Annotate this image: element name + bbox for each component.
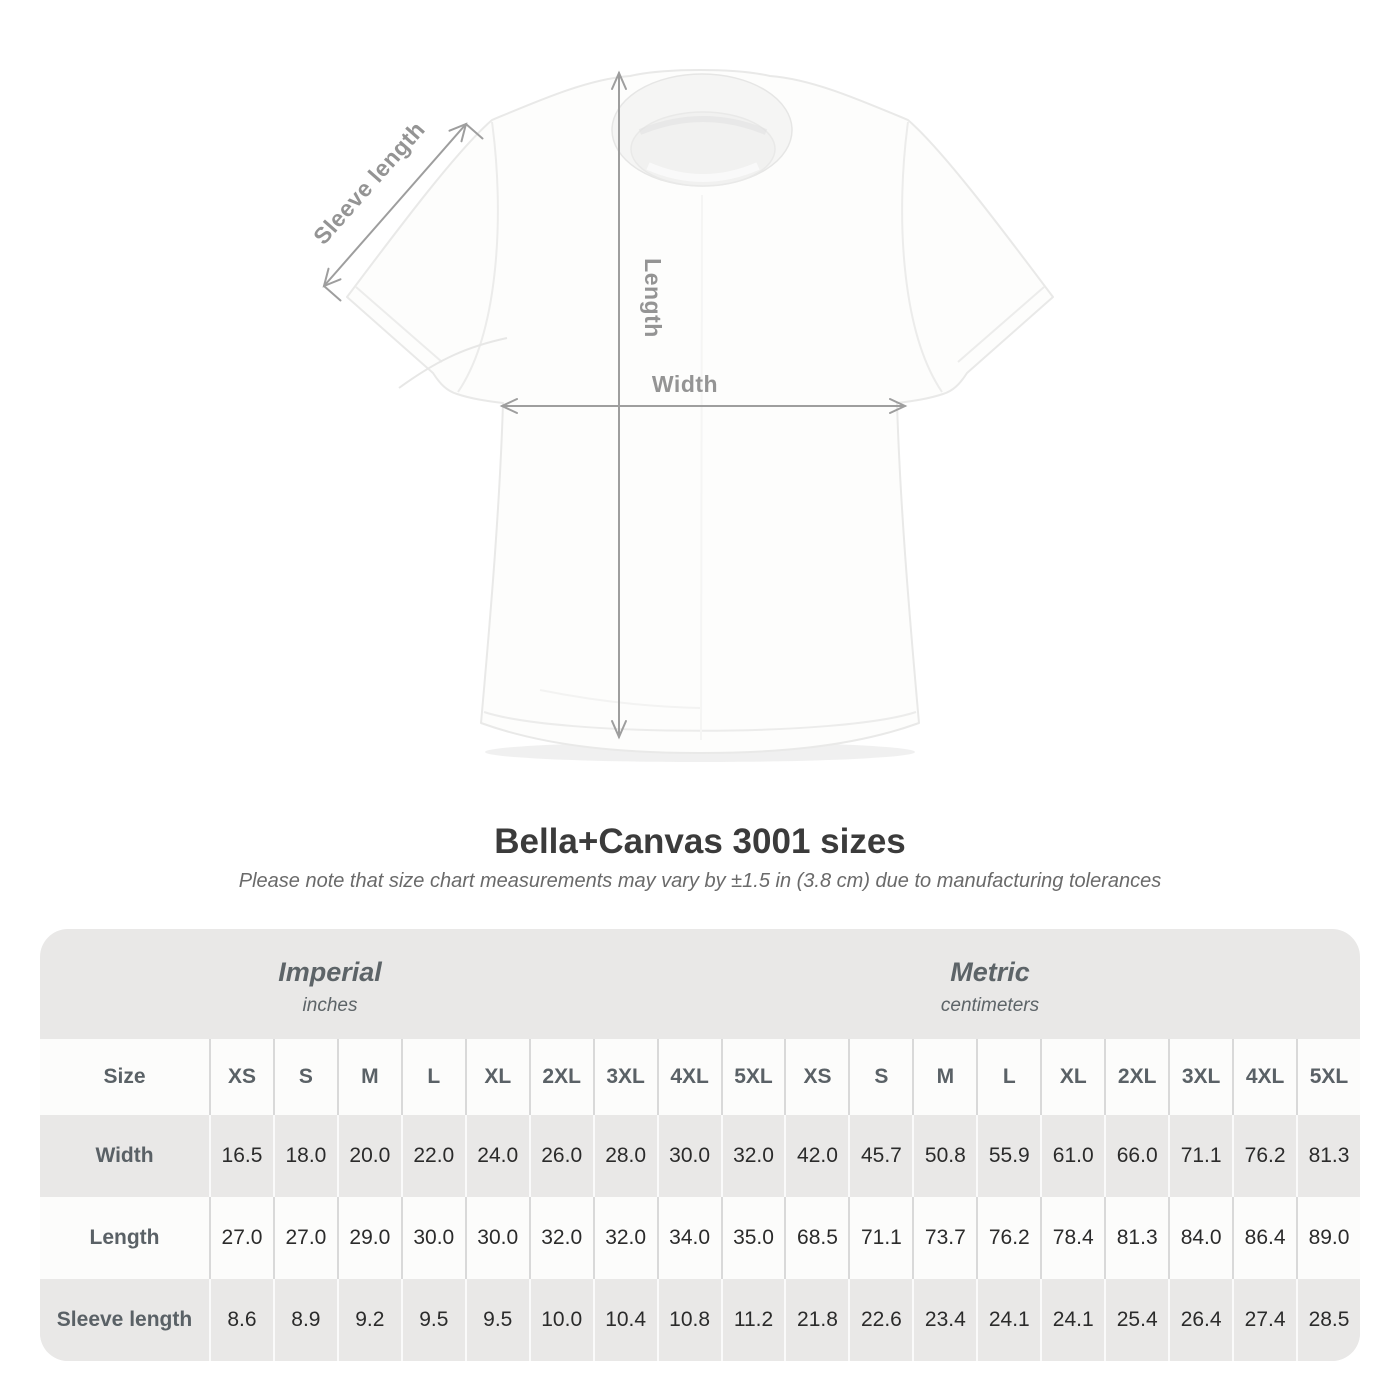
metric-value-cell: 78.4 (1040, 1197, 1104, 1279)
metric-value-cell: 76.2 (976, 1197, 1040, 1279)
imperial-size-header: 3XL (593, 1039, 657, 1115)
imperial-value-cell: 30.0 (465, 1197, 529, 1279)
imperial-size-header: 4XL (657, 1039, 721, 1115)
imperial-value-cell: 10.8 (657, 1279, 721, 1361)
metric-sublabel: centimeters (940, 995, 1040, 1016)
size-table (40, 929, 1360, 1361)
imperial-value-cell: 8.6 (209, 1279, 273, 1361)
page-title: Bella+Canvas 3001 sizes (494, 822, 906, 861)
imperial-size-header: S (273, 1039, 337, 1115)
unit-group-metric (700, 929, 1360, 1039)
metric-size-header: 2XL (1104, 1039, 1168, 1115)
metric-size-header: L (976, 1039, 1040, 1115)
imperial-value-cell: 30.0 (657, 1115, 721, 1197)
imperial-value-cell: 27.0 (209, 1197, 273, 1279)
metric-value-cell: 42.0 (784, 1115, 848, 1197)
imperial-value-cell: 18.0 (273, 1115, 337, 1197)
imperial-value-cell: 26.0 (529, 1115, 593, 1197)
collar (612, 74, 792, 186)
metric-size-header: 5XL (1296, 1039, 1360, 1115)
metric-value-cell: 76.2 (1232, 1115, 1296, 1197)
imperial-value-cell: 9.5 (465, 1279, 529, 1361)
metric-value-cell: 81.3 (1104, 1197, 1168, 1279)
metric-value-cell: 84.0 (1168, 1197, 1232, 1279)
metric-value-cell: 23.4 (912, 1279, 976, 1361)
imperial-value-cell: 30.0 (401, 1197, 465, 1279)
metric-value-cell: 45.7 (848, 1115, 912, 1197)
sleeve-length-label: Sleeve length (307, 116, 431, 250)
imperial-value-cell: 10.4 (593, 1279, 657, 1361)
metric-size-header: M (912, 1039, 976, 1115)
imperial-size-header: XL (465, 1039, 529, 1115)
imperial-value-cell: 16.5 (209, 1115, 273, 1197)
metric-value-cell: 66.0 (1104, 1115, 1168, 1197)
row-label: Width (95, 1144, 154, 1167)
imperial-value-cell: 9.2 (337, 1279, 401, 1361)
imperial-sublabel: inches (302, 995, 358, 1016)
metric-label: Metric (950, 957, 1030, 987)
metric-value-cell: 28.5 (1296, 1279, 1360, 1361)
unit-band (40, 929, 1360, 1039)
metric-value-cell: 25.4 (1104, 1279, 1168, 1361)
imperial-value-cell: 11.2 (721, 1279, 785, 1361)
imperial-value-cell: 8.9 (273, 1279, 337, 1361)
metric-value-cell: 89.0 (1296, 1197, 1360, 1279)
metric-size-header: 4XL (1232, 1039, 1296, 1115)
metric-value-cell: 50.8 (912, 1115, 976, 1197)
imperial-value-cell: 32.0 (529, 1197, 593, 1279)
metric-value-cell: 24.1 (976, 1279, 1040, 1361)
imperial-size-header: M (337, 1039, 401, 1115)
imperial-value-cell: 28.0 (593, 1115, 657, 1197)
imperial-value-cell: 32.0 (593, 1197, 657, 1279)
row-label: Sleeve length (56, 1308, 193, 1331)
imperial-value-cell: 35.0 (721, 1197, 785, 1279)
metric-value-cell: 21.8 (784, 1279, 848, 1361)
imperial-value-cell: 29.0 (337, 1197, 401, 1279)
imperial-value-cell: 27.0 (273, 1197, 337, 1279)
imperial-size-header: XS (209, 1039, 273, 1115)
metric-size-header: XL (1040, 1039, 1104, 1115)
imperial-size-header: L (401, 1039, 465, 1115)
imperial-value-cell: 10.0 (529, 1279, 593, 1361)
metric-value-cell: 61.0 (1040, 1115, 1104, 1197)
imperial-label: Imperial (278, 957, 382, 987)
metric-value-cell: 22.6 (848, 1279, 912, 1361)
tshirt-silhouette (347, 70, 1053, 753)
metric-size-header: XS (784, 1039, 848, 1115)
metric-size-header: 3XL (1168, 1039, 1232, 1115)
table-body (40, 1115, 1360, 1361)
page-subtitle: Please note that size chart measurements may vary by ±1.5 in (3.8 cm) due to manufacturing tolerances (238, 870, 1162, 892)
table-row-width (40, 1115, 1360, 1197)
metric-value-cell: 71.1 (1168, 1115, 1232, 1197)
imperial-value-cell: 24.0 (465, 1115, 529, 1197)
unit-group-imperial (40, 929, 700, 1039)
imperial-size-header: 5XL (721, 1039, 785, 1115)
length-label: Length (640, 258, 666, 338)
metric-size-header: S (848, 1039, 912, 1115)
metric-value-cell: 27.4 (1232, 1279, 1296, 1361)
metric-value-cell: 68.5 (784, 1197, 848, 1279)
imperial-value-cell: 9.5 (401, 1279, 465, 1361)
table-row-sleeve-length (40, 1279, 1360, 1361)
metric-value-cell: 73.7 (912, 1197, 976, 1279)
table-row-length (40, 1197, 1360, 1279)
imperial-value-cell: 22.0 (401, 1115, 465, 1197)
metric-value-cell: 81.3 (1296, 1115, 1360, 1197)
imperial-size-header: 2XL (529, 1039, 593, 1115)
row-label: Length (89, 1226, 160, 1249)
size-header-row (40, 1039, 1360, 1115)
width-label: Width (651, 371, 719, 397)
imperial-value-cell: 34.0 (657, 1197, 721, 1279)
metric-value-cell: 86.4 (1232, 1197, 1296, 1279)
imperial-value-cell: 32.0 (721, 1115, 785, 1197)
metric-value-cell: 55.9 (976, 1115, 1040, 1197)
size-corner-header: Size (103, 1065, 146, 1088)
metric-value-cell: 24.1 (1040, 1279, 1104, 1361)
imperial-value-cell: 20.0 (337, 1115, 401, 1197)
metric-value-cell: 26.4 (1168, 1279, 1232, 1361)
metric-value-cell: 71.1 (848, 1197, 912, 1279)
